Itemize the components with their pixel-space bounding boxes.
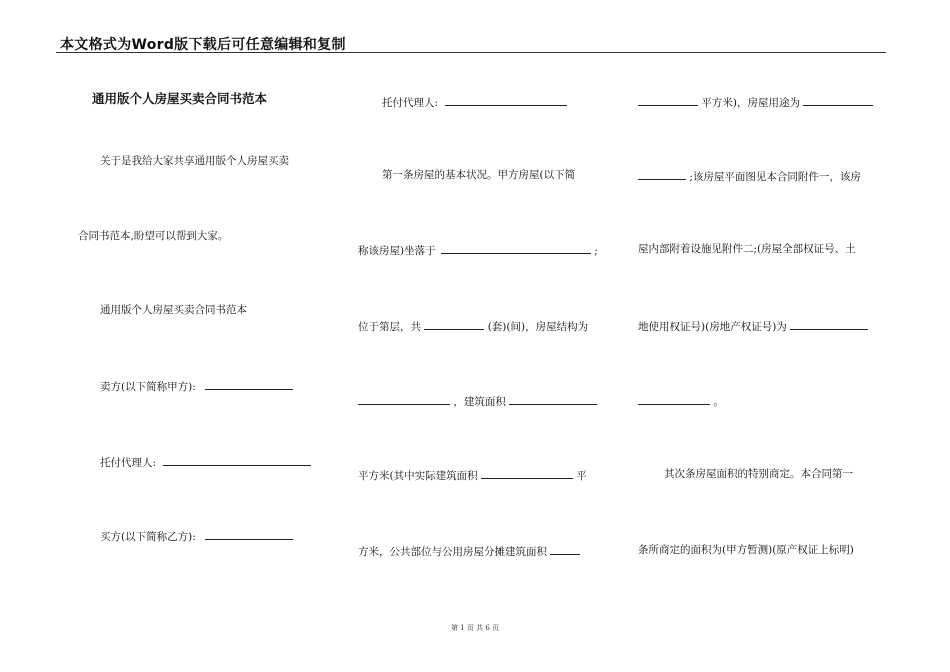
agent-blank-2[interactable] bbox=[445, 96, 567, 106]
seller-line bbox=[100, 380, 293, 393]
page-footer: 第 1 页 共 6 页 bbox=[450, 624, 500, 632]
document-header: 本文格式为Word版下载后可任意编辑和复制 bbox=[60, 37, 346, 53]
structure-blank[interactable] bbox=[358, 395, 450, 405]
inner-area-label: 平方米(其中实际建筑面积 bbox=[358, 470, 478, 482]
article-2-line-1: 其次条房屋面积的特别商定。本合同第一 bbox=[664, 468, 853, 480]
document-title: 通用版个人房屋买卖合同书范本 bbox=[92, 91, 268, 106]
article-1-line-1: 第一条房屋的基本状况。甲方房屋(以下简 bbox=[382, 169, 576, 181]
facility-line: 屋内部附着设施见附件二;(房屋全部权证号、土 bbox=[638, 243, 856, 255]
location-label: 称该房屋)坐落于 bbox=[358, 245, 436, 257]
certificate-blank-2[interactable] bbox=[638, 395, 710, 405]
agent-line-2 bbox=[382, 96, 567, 109]
shared-area-blank[interactable] bbox=[550, 545, 580, 555]
header-rule bbox=[56, 52, 886, 53]
usage-blank-cont[interactable] bbox=[638, 170, 686, 180]
certificate-line-2 bbox=[638, 395, 724, 408]
intro-line-2: 合同书范本,盼望可以帮到大家。 bbox=[78, 230, 229, 242]
shared-area-value-blank[interactable] bbox=[638, 96, 698, 106]
certificate-end: 。 bbox=[713, 396, 724, 408]
plan-text: ;该房屋平面图见本合同附件一，该房 bbox=[689, 171, 861, 183]
structure-label: (套)(间)，房屋结构为 bbox=[487, 321, 589, 333]
usage-line bbox=[638, 96, 873, 109]
buyer-blank[interactable] bbox=[205, 530, 293, 540]
inner-area-line bbox=[358, 469, 587, 482]
floor-label: 位于第层，共 bbox=[358, 321, 421, 333]
agent-line-1 bbox=[100, 456, 311, 469]
floor-line bbox=[358, 320, 588, 333]
seller-label: 卖方(以下简称甲方): bbox=[100, 381, 196, 393]
usage-label: 平方米)，房屋用途为 bbox=[701, 97, 800, 109]
shared-area-label: 方米，公共部位与公用房屋分摊建筑面积 bbox=[358, 546, 547, 558]
certificate-line bbox=[638, 320, 868, 333]
buyer-line bbox=[100, 530, 293, 543]
location-end: ; bbox=[594, 245, 598, 257]
agent-label-1: 托付代理人: bbox=[100, 457, 157, 469]
article-1-line-2 bbox=[358, 244, 598, 257]
seller-blank[interactable] bbox=[205, 380, 293, 390]
location-blank[interactable] bbox=[441, 244, 591, 254]
certificate-label: 地使用权证号)(房地产权证号)为 bbox=[638, 321, 787, 333]
area-blank[interactable] bbox=[509, 395, 597, 405]
inner-area-unit: 平 bbox=[576, 470, 587, 482]
agent-label-2: 托付代理人: bbox=[382, 97, 439, 109]
buyer-label: 买方(以下简称乙方): bbox=[100, 531, 196, 543]
plan-line bbox=[638, 170, 861, 183]
area-label: ，建筑面积 bbox=[453, 396, 506, 408]
section-subtitle: 通用版个人房屋买卖合同书范本 bbox=[100, 304, 247, 316]
area-line bbox=[358, 395, 597, 408]
intro-line-1: 关于是我给大家共享通用版个人房屋买卖 bbox=[100, 155, 289, 167]
inner-area-blank[interactable] bbox=[481, 469, 573, 479]
units-blank[interactable] bbox=[424, 320, 484, 330]
shared-area-line bbox=[358, 545, 580, 558]
article-2-line-2: 条所商定的面积为(甲方暂测)(原产权证上标明) bbox=[638, 544, 854, 556]
certificate-blank[interactable] bbox=[790, 320, 868, 330]
agent-blank-1[interactable] bbox=[163, 456, 311, 466]
usage-blank[interactable] bbox=[803, 96, 873, 106]
